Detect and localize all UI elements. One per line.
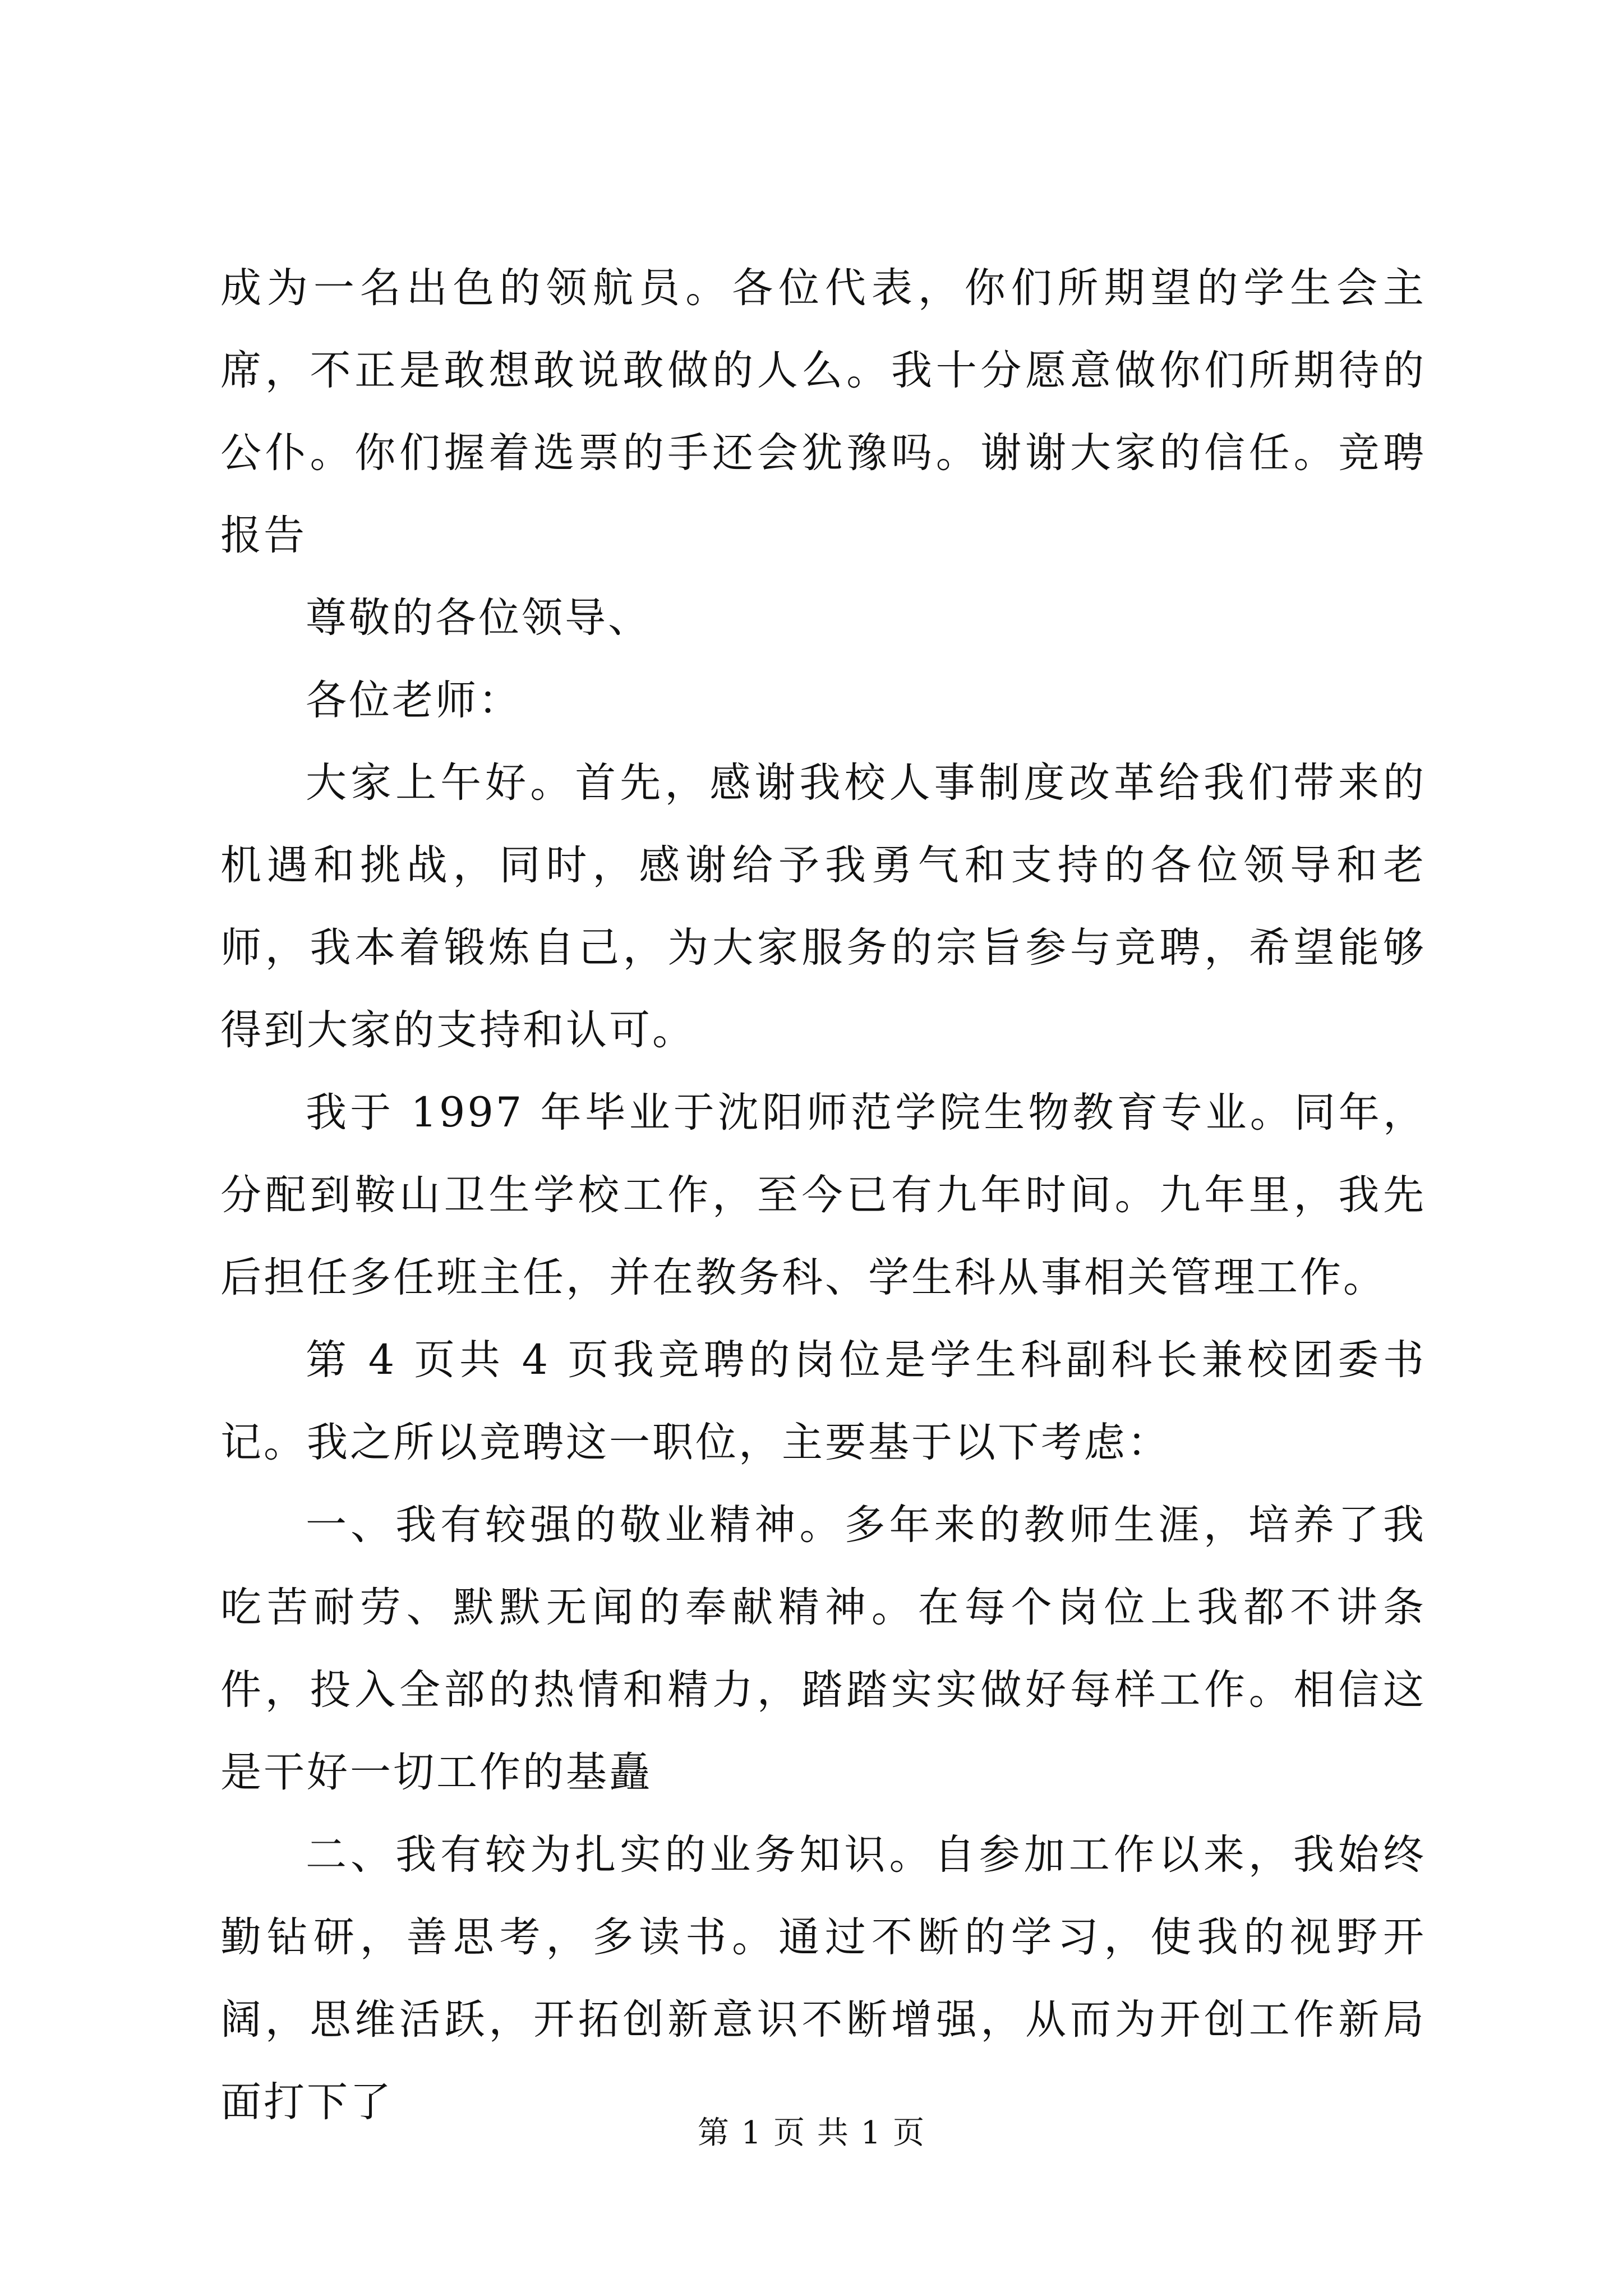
paragraph-3: 各位老师： — [306, 677, 522, 724]
page-number-label: 第 1 页 共 1 页 — [697, 2115, 926, 2151]
paragraph-8: 二、我有较为扎实的业务知识。自参加工作以来，我始终勤钻研，善思考，多读书。通过不断的学习，使我的视野开阔，思维活跃，开拓创新意识不断增强，从而为开创工作新局面打下了 — [220, 1831, 1426, 2126]
paragraph-5: 我于 1997 年毕业于沈阳师范学院生物教育专业。同年，分配到鞍山卫生学校工作，至今已有九年时间。九年里，我先后担任多任班主任，并在教务科、学生科从事相关管理工作。 — [220, 1089, 1426, 1301]
paragraph-1: 成为一名出色的领航员。各位代表，你们所期望的学生会主席，不正是敢想敢说敢做的人么。我十分愿意做你们所期待的公仆。你们握着选票的手还会犹豫吗。谢谢大家的信任。竞聘报告 — [220, 264, 1426, 559]
document-body — [220, 247, 1426, 2143]
paragraph-4: 大家上午好。首先，感谢我校人事制度改革给我们带来的机遇和挑战，同时，感谢给予我勇气和支持的各位领导和老师，我本着锻炼自己，为大家服务的宗旨参与竞聘，希望能够得到大家的支持和认可。 — [220, 759, 1426, 1054]
paragraph-6: 第 4 页共 4 页我竞聘的岗位是学生科副科长兼校团委书记。我之所以竞聘这一职位，主要基于以下考虑： — [220, 1336, 1426, 1466]
page-footer — [0, 2114, 1623, 2153]
paragraph-2: 尊敬的各位领导、 — [306, 594, 651, 642]
paragraph-7: 一、我有较强的敬业精神。多年来的教师生涯，培养了我吃苦耐劳、默默无闻的奉献精神。在每个岗位上我都不讲条件，投入全部的热情和精力，踏踏实实做好每样工作。相信这是干好一切工作的基矗 — [220, 1501, 1426, 1796]
